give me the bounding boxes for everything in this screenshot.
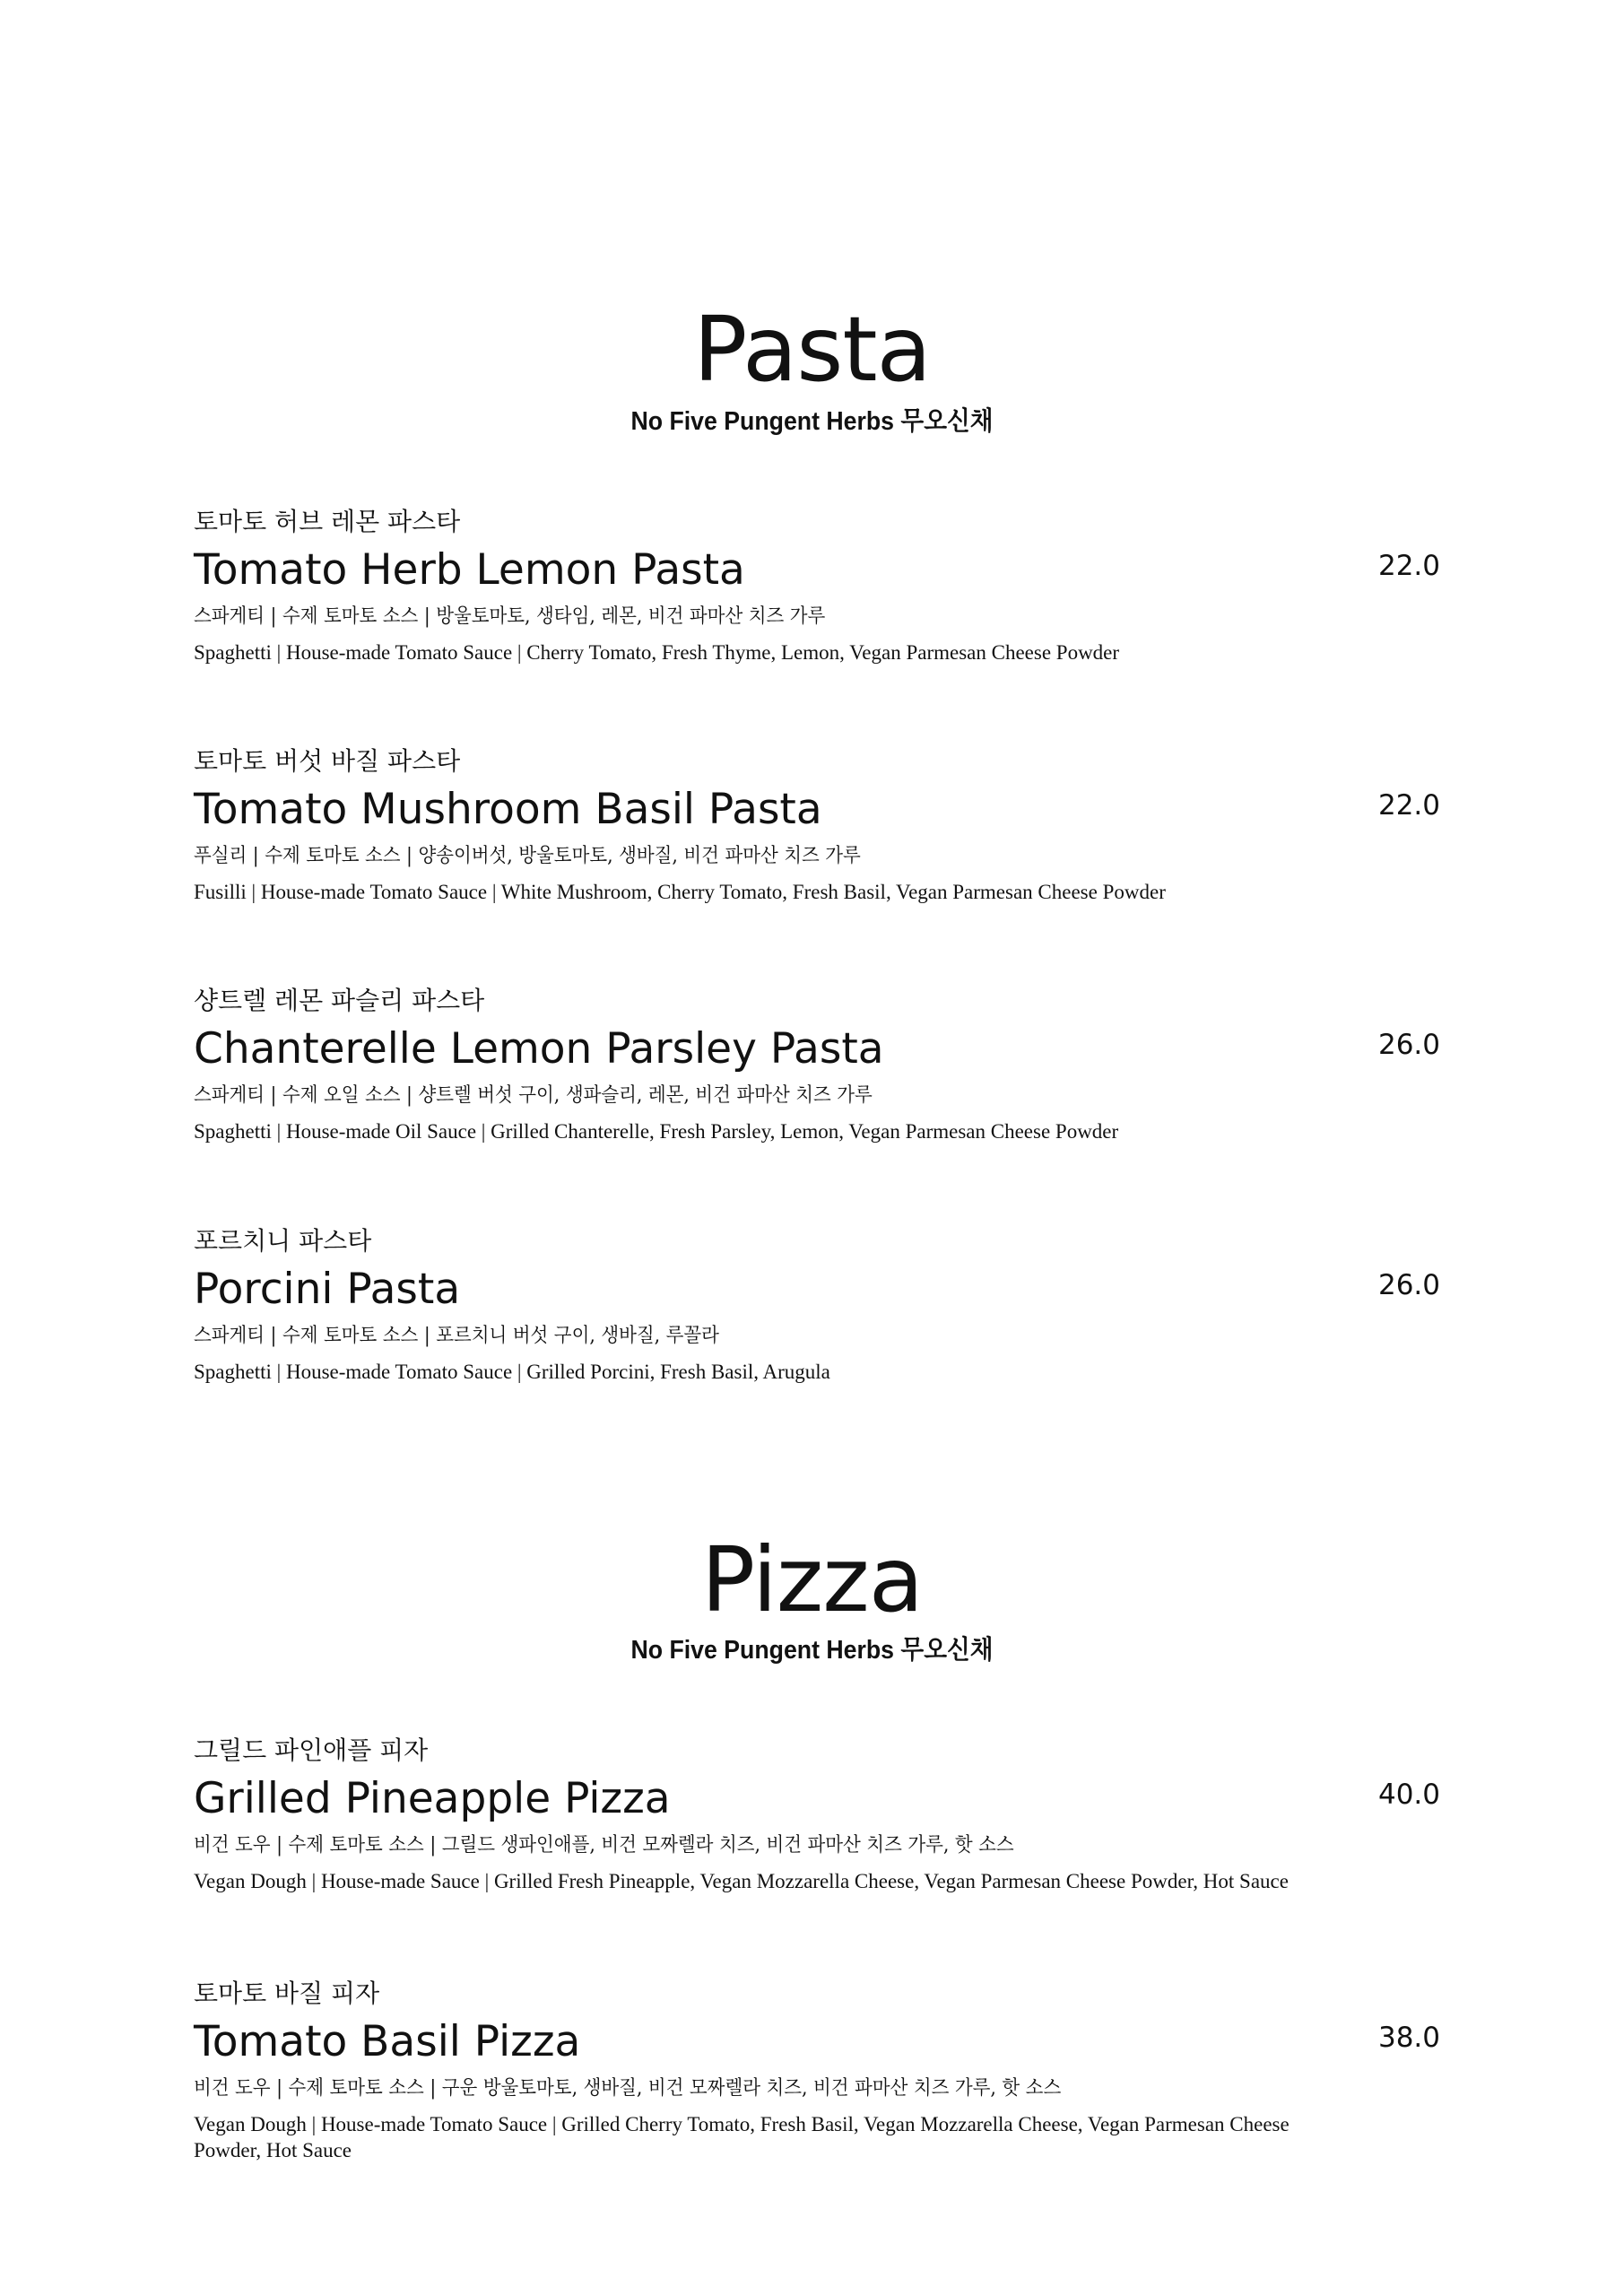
item-description-english: Spaghetti | House-made Tomato Sauce | Cherry Tomato, Fresh Thyme, Lemon, Vegan Parmesan Cheese Powder [194, 641, 1120, 664]
item-description-korean: 비건 도우 | 수제 토마토 소스 | 구운 방울토마토, 생바질, 비건 모짜렐라 치즈, 비건 파마산 치즈 가루, 핫 소스 [194, 2077, 1062, 2100]
item-name-english: Porcini Pasta [194, 1265, 461, 1314]
item-description-english: Spaghetti | House-made Tomato Sauce | Grilled Porcini, Fresh Basil, Arugula [194, 1361, 830, 1383]
item-description-english: Fusilli | House-made Tomato Sauce | White Mushroom, Cherry Tomato, Fresh Basil, Vegan Parmesan Cheese Powder [194, 881, 1166, 903]
menu-item [194, 509, 1440, 689]
pasta-subtitle: No Five Pungent Herbs 무오신채 [630, 407, 994, 436]
item-name-korean: 토마토 바질 피자 [194, 1979, 380, 2008]
item-description-korean: 푸실리 | 수제 토마토 소스 | 양송이버섯, 방울토마토, 생바질, 비건 파마산 치즈 가루 [194, 845, 861, 867]
item-description-korean: 스파게티 | 수제 토마토 소스 | 방울토마토, 생타임, 레몬, 비건 파마산 치즈 가루 [194, 605, 826, 628]
menu-item [194, 988, 1440, 1168]
pizza-title: Pizza [700, 1527, 924, 1632]
item-price: 22.0 [1377, 550, 1440, 582]
item-description-korean: 비건 도우 | 수제 토마토 소스 | 그릴드 생파인애플, 비건 모짜렐라 치즈, 비건 파마산 치즈 가루, 핫 소스 [194, 1834, 1014, 1857]
item-name-english: Grilled Pineapple Pizza [194, 1774, 671, 1823]
item-description-korean: 스파게티 | 수제 토마토 소스 | 포르치니 버섯 구이, 생바질, 루꼴라 [194, 1325, 719, 1347]
item-name-korean: 샹트렐 레몬 파슬리 파스타 [194, 986, 485, 1015]
item-name-english: Tomato Mushroom Basil Pasta [194, 785, 822, 834]
item-price: 22.0 [1377, 789, 1440, 822]
item-name-english: Tomato Basil Pizza [194, 2017, 581, 2066]
item-price: 40.0 [1377, 1779, 1440, 1811]
item-description-english: Vegan Dough | House-made Sauce | Grilled Fresh Pineapple, Vegan Mozzarella Cheese, Vegan Parmesan Cheese Powder, Hot Sauce [194, 1870, 1289, 1892]
item-name-korean: 포르치니 파스타 [194, 1226, 372, 1256]
menu-item [194, 746, 1440, 928]
menu-item [194, 1735, 1440, 1918]
item-price: 38.0 [1377, 2022, 1440, 2054]
pasta-title: Pasta [693, 297, 931, 402]
item-name-english: Chanterelle Lemon Parsley Pasta [194, 1024, 884, 1074]
item-price: 26.0 [1377, 1269, 1440, 1301]
item-name-english: Tomato Herb Lemon Pasta [194, 545, 745, 595]
item-price: 26.0 [1377, 1029, 1440, 1061]
pizza-subtitle: No Five Pungent Herbs 무오신채 [630, 1636, 994, 1665]
item-name-korean: 토마토 버섯 바질 파스타 [194, 746, 461, 776]
menu-item [194, 1981, 1440, 2161]
item-description-korean: 스파게티 | 수제 오일 소스 | 샹트렐 버섯 구이, 생파슬리, 레몬, 비건 파마산 치즈 가루 [194, 1084, 873, 1107]
item-description-english: Spaghetti | House-made Oil Sauce | Grilled Chanterelle, Fresh Parsley, Lemon, Vegan Parmesan Cheese Powder [194, 1120, 1119, 1143]
item-name-korean: 그릴드 파인애플 피자 [194, 1735, 429, 1765]
item-description-english: Vegan Dough | House-made Tomato Sauce | Grilled Cherry Tomato, Fresh Basil, Vegan Mozzarella Cheese, Vegan Parmesan Cheese Powder, Hot Sauce [194, 2113, 1290, 2161]
menu-item [194, 1226, 1440, 1408]
item-name-korean: 토마토 허브 레몬 파스타 [194, 507, 461, 536]
